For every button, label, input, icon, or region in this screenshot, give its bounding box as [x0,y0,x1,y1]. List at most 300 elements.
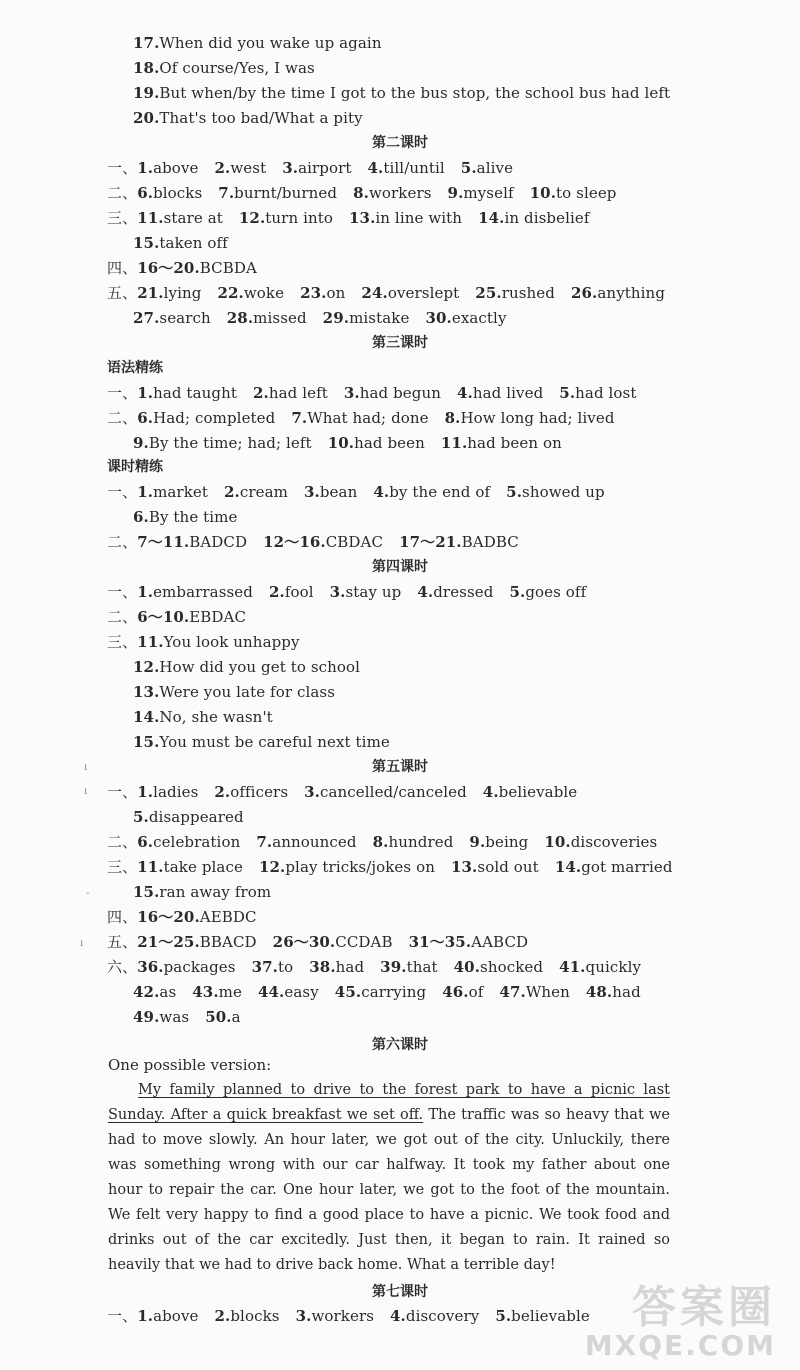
answer-line [107,283,665,303]
answer-number: 5. [559,384,576,402]
answer-text: By the time; had; left [148,434,312,452]
answer-number: 50. [205,1008,232,1026]
answer-item [373,483,490,501]
answer-line [133,308,507,328]
answer-number: 4. [457,384,473,402]
answer-number: 3. [329,583,346,601]
answer-item [361,284,459,302]
lesson-heading: 第二课时 [372,135,428,151]
answer-text: blocks [153,184,203,202]
answer-text: BCBDA [199,259,257,277]
answer-text: had lost [575,384,637,402]
answer-item [133,59,315,77]
section-prefix: 一、 [107,483,138,501]
answer-number: 3. [304,783,320,801]
answer-text: discovery [405,1307,480,1325]
answer-line [107,532,519,552]
answer-text: in disbelief [504,209,590,227]
answer-item [448,184,514,202]
answer-item [475,284,555,302]
answer-number: 10. [544,833,571,851]
answer-number: 11. [137,633,164,651]
answer-text: quickly [585,958,642,976]
answer-text: missed [253,309,307,327]
answer-item [224,483,288,501]
answer-item [137,533,247,551]
answer-item [335,983,426,1001]
answer-item [133,733,390,751]
answer-item [571,284,665,302]
answer-number: 37. [251,958,278,976]
answer-item [133,1008,189,1026]
answer-item [344,384,441,402]
answer-item [506,483,605,501]
answer-item [133,434,312,452]
answer-text: packages [163,958,236,976]
answer-number: 5. [460,159,477,177]
answer-text: No, she wasn't [159,708,273,726]
answer-number: 6. [137,409,154,427]
answer-item [282,159,351,177]
answer-line [107,857,673,877]
section-prefix: 二、 [107,833,138,851]
answer-text: market [153,483,208,501]
answer-line [133,707,273,727]
answer-number: 43. [192,983,219,1001]
section-prefix: 二、 [107,184,138,202]
answer-number: 4. [367,159,384,177]
practice-subheading: 语法精练 [107,360,163,376]
answer-line [133,807,244,827]
answer-number: 16～20. [137,259,200,277]
answer-item [133,708,273,726]
answer-number: 4. [373,483,390,501]
answer-item [137,209,223,227]
answer-item [417,583,493,601]
answer-item [390,1307,479,1325]
answer-item [133,808,244,826]
essay-paragraph [108,1078,670,1278]
answer-item [445,409,615,427]
answer-number: 8. [372,833,389,851]
answer-item [461,159,513,177]
lesson-heading: 第六课时 [372,1037,428,1053]
answer-item [258,983,319,1001]
answer-number: 17. [133,34,160,52]
answer-item [399,533,519,551]
answer-item [296,1307,374,1325]
answer-number: 9. [447,184,464,202]
answer-line [133,83,670,103]
section-prefix: 三、 [107,209,138,227]
answer-number: 14. [554,858,582,876]
answer-number: 26～30. [272,933,336,951]
watermark-logo [584,1269,782,1364]
answer-text: was [159,1008,190,1026]
answer-text: alive [476,159,514,177]
answer-text: being [485,833,529,851]
answer-text: Of course/Yes, I was [159,59,315,77]
answer-number: 4. [417,583,434,601]
answer-text: ladies [153,783,199,801]
answer-number: 1. [137,583,154,601]
answer-item [137,583,253,601]
answer-text: stare at [163,209,223,227]
answer-line [133,882,271,902]
answer-line [107,383,636,403]
answer-number: 18. [133,59,160,77]
answer-number: 42. [133,983,160,1001]
answer-line [107,258,257,278]
answer-text: exactly [451,309,507,327]
answer-text: believable [511,1307,590,1325]
answer-item [137,184,202,202]
answer-number: 24. [361,284,388,302]
answer-number: 2. [214,783,231,801]
answer-text: Were you late for class [159,683,335,701]
answer-text: by the end of [389,483,491,501]
answer-item [137,284,201,302]
answer-text: had taught [153,384,237,402]
answer-number: 16～20. [137,908,200,926]
answer-item [328,434,425,452]
answer-text: had [612,983,641,1001]
answer-text: You must be careful next time [159,733,390,751]
answer-number: 7. [256,833,273,851]
answer-item [192,983,242,1001]
answer-item [263,533,383,551]
answer-number: 21. [137,284,164,302]
answer-item [137,608,246,626]
answer-text: woke [243,284,285,302]
answer-item [442,983,483,1001]
answer-text: That's too bad/What a pity [159,109,363,127]
answer-item [137,159,198,177]
answer-number: 17～21. [399,533,462,551]
answer-text: as [159,983,177,1001]
answer-number: 6. [133,508,149,526]
answer-text: BADCD [189,533,248,551]
answer-number: 31～35. [408,933,472,951]
answer-number: 29. [322,309,350,327]
answer-number: 12. [133,658,160,676]
answer-item [353,184,431,202]
answer-item [133,84,670,102]
answer-text: workers [368,184,432,202]
margin-mark: - [86,888,90,899]
answer-text: myself [463,184,514,202]
answer-text: BBACD [199,933,257,951]
watermark-cn-text: 答案圈 [632,1282,776,1333]
answer-text: had [335,958,365,976]
answer-number: 1. [137,483,154,501]
answer-line [133,982,641,1002]
answer-number: 10. [529,184,557,202]
answer-item [291,409,428,427]
answer-text: easy [284,983,319,1001]
answer-number: 10. [327,434,355,452]
answer-number: 38. [309,958,336,976]
answer-line [107,632,300,652]
answer-item [425,309,506,327]
lesson-heading: 第五课时 [372,759,428,775]
answer-item [559,384,636,402]
answer-item [495,1307,590,1325]
answer-item [478,209,589,227]
answer-text: of [468,983,484,1001]
answer-number: 15. [133,883,160,901]
answer-number: 3. [282,159,299,177]
section-prefix: 二、 [107,409,138,427]
answer-line [107,408,615,428]
answer-text: turn into [265,209,333,227]
answer-text: blocks [230,1307,280,1325]
answer-item [137,908,256,926]
answer-item [304,783,467,801]
answer-line [107,832,657,852]
answer-line [107,932,528,952]
answer-number: 44. [257,983,285,1001]
answer-item [137,384,237,402]
answer-item [218,184,337,202]
answer-item [215,159,267,177]
answer-text: shocked [480,958,544,976]
answer-text: AABCD [471,933,529,951]
answer-line [107,957,641,977]
answer-text: search [159,309,211,327]
answer-line [133,1007,241,1027]
lesson-heading: 第四课时 [372,559,428,575]
answer-item [133,34,382,52]
answer-item [409,933,529,951]
answer-item [137,783,198,801]
answer-text: had been on [467,434,562,452]
answer-item [457,384,543,402]
answer-text: announced [272,833,357,851]
section-prefix: 六、 [107,958,138,976]
answer-number: 1. [137,1307,154,1325]
answer-text: embarrassed [153,583,253,601]
answer-item [137,933,256,951]
answer-item [441,434,562,452]
answer-item [454,958,543,976]
answer-text: overslept [387,284,460,302]
answer-text: CCDAB [335,933,393,951]
answer-number: 15. [133,234,160,252]
answer-item [586,983,641,1001]
answer-number: 11. [440,434,468,452]
answer-text: discoveries [570,833,658,851]
answer-text: above [153,159,199,177]
section-prefix: 五、 [107,284,138,302]
answer-text: How did you get to school [159,658,361,676]
answer-text: rushed [501,284,555,302]
answer-text: believable [498,783,578,801]
answer-number: 9. [469,833,486,851]
section-prefix: 二、 [107,608,138,626]
practice-subheading: 课时精练 [107,459,163,475]
answer-text: a [231,1008,241,1026]
answer-item [214,783,288,801]
answer-line [133,58,315,78]
answer-item [483,783,578,801]
answer-item [133,683,335,701]
answer-line [133,233,228,253]
answer-text: fool [284,583,314,601]
answer-text: to sleep [556,184,617,202]
answer-item [368,159,445,177]
answer-number: 11. [137,858,164,876]
essay-body-text: The traffic was so heavy that we had to move slowly. An hour later, we got out of the city. Unluckily, there was something wrong with our car halfway. It took my father about one hour to repair the car. One hour later, we got to the foot of the mountain. We felt very happy to find a good place to have a picnic. We took food and drinks out of the car excitedly. Just then, it began to rain. It rained so heavily that we had to drive back home. What a terrible day! [108,1107,670,1273]
answer-item [137,259,257,277]
answer-number: 23. [300,284,327,302]
answer-number: 14. [478,209,505,227]
answer-item [133,234,228,252]
answer-item [323,309,410,327]
answer-text: workers [311,1307,375,1325]
answer-item [133,983,176,1001]
answer-item [137,858,243,876]
answer-text: stay up [345,583,402,601]
answer-item [133,109,363,127]
answer-number: 4. [482,783,499,801]
answer-text: By the time [148,508,238,526]
section-prefix: 三、 [107,633,138,651]
answer-text: goes off [525,583,587,601]
answer-number: 2. [214,1307,231,1325]
answer-text: When did you wake up again [159,34,382,52]
answer-number: 5. [495,1307,512,1325]
answer-item [133,658,360,676]
watermark-url-text: MXQE.COM [584,1329,776,1362]
answer-number: 36. [137,958,164,976]
answer-line [107,907,257,927]
answer-text: CBDAC [325,533,384,551]
answer-number: 13. [349,209,376,227]
section-prefix: 一、 [107,783,138,801]
answer-item [269,583,314,601]
answer-number: 3. [295,1307,312,1325]
answer-number: 21～25. [137,933,200,951]
answer-item [555,858,673,876]
answer-line [107,183,617,203]
answer-item [559,958,641,976]
answer-number: 25. [475,284,502,302]
answer-text: lying [163,284,202,302]
answer-text: anything [597,284,666,302]
answer-number: 48. [585,983,613,1001]
answer-number: 9. [133,434,149,452]
section-prefix: 五、 [107,933,138,951]
answer-number: 7. [218,184,235,202]
answer-item [137,409,275,427]
answer-number: 1. [137,783,154,801]
answer-line [133,108,363,128]
answer-number: 1. [137,384,154,402]
answer-item [544,833,657,851]
answer-text: burnt/burned [234,184,338,202]
answer-number: 2. [252,384,269,402]
answer-number: 1. [137,159,154,177]
answer-text: take place [163,858,243,876]
answer-item [252,958,294,976]
lesson-heading: 第七课时 [372,1284,428,1300]
answer-number: 49. [133,1008,160,1026]
answer-text: BADBC [461,533,519,551]
answer-number: 40. [453,958,481,976]
answer-line [107,482,605,502]
answer-text: What had; done [307,409,429,427]
essay-intro: One possible version: [108,1056,272,1074]
answer-item [304,483,357,501]
margin-mark: ı [80,938,84,949]
answer-number: 39. [380,958,407,976]
section-prefix: 一、 [107,159,138,177]
answer-item [205,1008,240,1026]
answer-item [300,284,345,302]
answer-item [330,583,402,601]
answer-text: in line with [375,209,463,227]
margin-mark: ı [84,786,88,797]
answer-number: 6～10. [137,608,190,626]
section-prefix: 一、 [107,583,138,601]
answer-number: 8. [444,409,461,427]
section-prefix: 四、 [107,908,138,926]
answer-text: me [218,983,242,1001]
answer-item [137,833,240,851]
answer-line [133,732,390,752]
answer-item [256,833,356,851]
answer-item [451,858,539,876]
section-prefix: 三、 [107,858,138,876]
answer-line [133,657,360,677]
answer-number: 13. [450,858,478,876]
answer-item [239,209,333,227]
answer-number: 41. [559,958,586,976]
answer-item [259,858,435,876]
answer-text: west [230,159,267,177]
answer-text: mistake [349,309,410,327]
answer-text: You look unhappy [163,633,300,651]
answer-text: hundred [388,833,454,851]
answer-number: 2. [224,483,240,501]
answer-number: 3. [303,483,320,501]
answer-number: 26. [570,284,598,302]
answer-item [530,184,617,202]
answer-text: had lived [472,384,544,402]
answer-item [309,958,364,976]
answer-line [133,682,335,702]
answer-item [133,309,211,327]
answer-number: 28. [226,309,254,327]
answer-item [215,1307,280,1325]
answer-text: till/until [383,159,445,177]
answer-number: 3. [343,384,360,402]
answer-item [137,483,208,501]
answer-item [499,983,569,1001]
answer-number: 2. [214,159,231,177]
answer-number: 47. [499,983,526,1001]
answer-number: 22. [217,284,244,302]
answer-item [273,933,393,951]
answer-number: 4. [390,1307,406,1325]
answer-item [227,309,307,327]
answer-text: above [153,1307,199,1325]
answer-text: showed up [522,483,605,501]
answer-item [133,508,237,526]
answer-number: 11. [137,209,164,227]
answer-item [217,284,284,302]
